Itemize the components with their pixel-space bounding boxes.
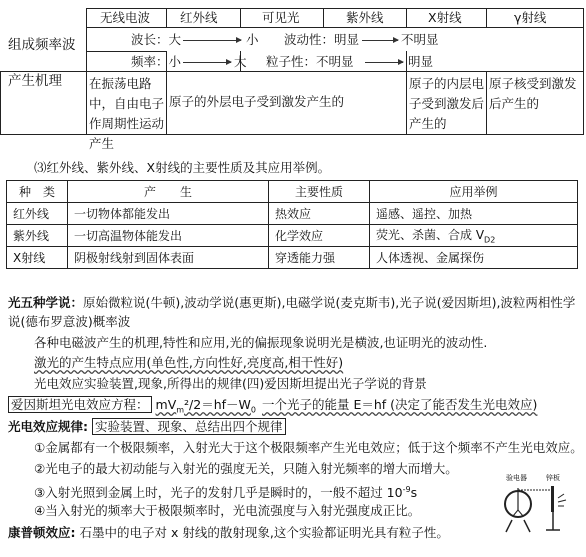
- header-ultraviolet: 紫外线: [346, 10, 384, 25]
- header-visible-light: 可见光: [262, 10, 300, 25]
- mechanism-nucleus: 原子核受到激发后产生的: [489, 76, 577, 111]
- table-cell: 一切高温物体能发出: [68, 225, 269, 247]
- table-header-row: [7, 181, 578, 203]
- theories-title: 光五种学说：: [8, 295, 84, 310]
- mechanism-inner-electron: 原子的内层电子受到激发后产生的: [409, 76, 485, 131]
- column-header: 种 类: [7, 181, 68, 203]
- compton-line: [8, 525, 449, 541]
- wavelength-end: 小: [246, 32, 259, 47]
- group-label: 组成频率波: [8, 37, 76, 53]
- particle-arrow: [365, 62, 403, 63]
- properties-table: [6, 180, 578, 269]
- wave-label: 波动性：明显: [284, 32, 360, 47]
- header-infrared: 红外线: [180, 10, 218, 25]
- zinc-plate-icon: [551, 486, 554, 512]
- column-header: 主要性质: [269, 181, 370, 203]
- table-cell: 遥感、遥控、加热: [370, 203, 578, 225]
- column-header: 产 生: [68, 181, 269, 203]
- compton-text: 石墨中的电子对 x 射线的散射现象,这个实验都证明光具有粒子性。: [79, 525, 449, 540]
- table-row: [7, 247, 578, 269]
- wavelength-label: 波长：大: [131, 32, 182, 47]
- table-row: [7, 203, 578, 225]
- rule-2: ②光电子的最大初动能与入射光的强度无关，只随入射光频率的增大而增大。: [34, 461, 458, 476]
- table-cell: 紫外线: [7, 225, 68, 247]
- einstein-label: 爱因斯坦光电效应方程：: [8, 396, 152, 413]
- rule-4: ④当入射光的频率大于极限频率时，光电流强度与入射光强度成正比。: [34, 503, 421, 518]
- table-cell: 化学效应: [269, 225, 370, 247]
- mechanism-label: 产生机理: [8, 73, 62, 89]
- column-header: 应用举例: [370, 181, 578, 203]
- mechanism-outer-electron: 原子的外层电子受到激发产生的: [169, 94, 345, 109]
- theories-paragraph: [8, 293, 580, 331]
- theory-line-3: 光电效应实验装置,现象,所得出的规律(四)爱因斯坦提出光子学说的背景: [34, 376, 427, 391]
- theory-line-1: 各种电磁波产生的机理,特性和应用,光的偏振现象说明光是横波,也证明光的波动性.: [34, 335, 488, 350]
- apparatus-label-zinc-plate: 锌板: [546, 474, 560, 482]
- particle-end: 明显: [408, 54, 434, 69]
- apparatus-label-electroscope: 验电器: [506, 474, 527, 482]
- mechanism-radio: 在振荡电路中，自由电子作周期性运动产生: [89, 76, 165, 151]
- theories-text: 原始微粒说(牛顿),波动学说(惠更斯),电磁学说(麦克斯韦),光子说(爱因斯坦),波粒两相性学说(德布罗意波)概率波: [8, 295, 576, 329]
- photoelectric-heading: [8, 419, 286, 435]
- compton-title: 康普顿效应:: [8, 525, 76, 540]
- header-gamma-ray: γ射线: [514, 10, 547, 25]
- wavelength-arrow: [183, 40, 241, 41]
- einstein-tail: 一个光子的能量 E＝hf (决定了能否发生光电效应): [262, 397, 538, 412]
- table-cell: 人体透视、金属探伤: [370, 247, 578, 269]
- wave-arrow: [362, 40, 398, 41]
- table-cell: 阴极射线射到固体表面: [68, 247, 269, 269]
- section3-heading: ⑶红外线、紫外线、X射线的主要性质及其应用举例。: [34, 160, 331, 175]
- table-cell: X射线: [7, 247, 68, 269]
- photoelectric-apparatus-diagram: [494, 470, 582, 536]
- table-row: [7, 225, 578, 247]
- particle-label: 粒子性：不明显: [266, 54, 354, 69]
- photoelectric-title: 光电效应规律:: [8, 419, 88, 434]
- table-cell: 穿透能力强: [269, 247, 370, 269]
- table-cell: 红外线: [7, 203, 68, 225]
- theory-line-2: 激光的产生特点应用(单色性,方向性好,亮度高,相干性好): [34, 355, 344, 370]
- einstein-equation-line: [8, 397, 537, 419]
- header-radio-waves: 无线电波: [100, 10, 151, 25]
- spectrum-table: [0, 0, 586, 151]
- rule-1: ①金属都有一个极限频率，入射光大于这个极限频率产生光电效应；低于这个频率不产生光电效应。: [34, 440, 583, 455]
- table-cell: 荧光、杀菌、合成 $V_{D2}$: [370, 225, 578, 247]
- photoelectric-summary: 实验装置、现象、总结出四个规律: [92, 418, 286, 435]
- einstein-formula: $mV_m^2/2=hf-W_0$: [155, 397, 256, 415]
- table-cell: 热效应: [269, 203, 370, 225]
- frequency-label: 频率：小: [131, 54, 182, 69]
- frequency-end: 大: [234, 54, 247, 69]
- frequency-arrow: [183, 62, 231, 63]
- subscript: D2: [484, 235, 496, 245]
- header-xray: X射线: [428, 10, 462, 25]
- wave-end: 不明显: [401, 32, 439, 47]
- table-cell: 一切物体都能发出: [68, 203, 269, 225]
- rule-3: ③入射光照到金属上时，光子的发射几乎是瞬时的，一般不超过 $10^{-9}s$: [34, 485, 418, 501]
